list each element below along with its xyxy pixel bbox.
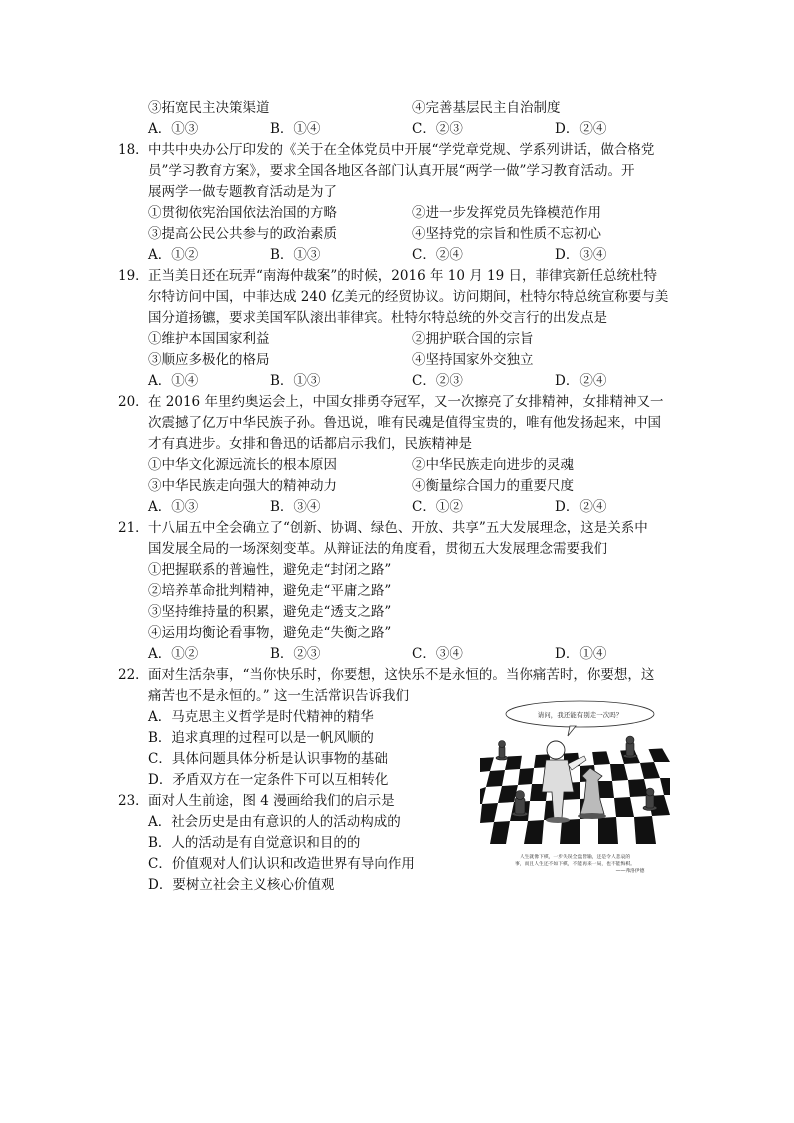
q20-choice-a: A．①③	[148, 499, 199, 515]
q21-choice-a: A．①②	[148, 646, 199, 662]
q21-item-2: ②培养革命批判精神，避免走“平庸之路”	[148, 583, 392, 599]
q22-option-b: B．追求真理的过程可以是一帆风顺的	[148, 730, 374, 746]
q19-choice-d: D．②④	[555, 373, 607, 389]
q20-choice-b: B．③④	[270, 499, 321, 515]
q23-option-b: B．人的活动是有自觉意识和目的的	[148, 835, 361, 851]
q19-item-1: ①维护本国国家利益	[148, 331, 270, 347]
q21-choice-c: C．③④	[412, 646, 463, 662]
q19-choice-a: A．①④	[148, 373, 199, 389]
caption-line-2: 事，而且人生还不如下棋，不能再来一局，也不能悔棋。	[515, 862, 635, 867]
q19-stem-line-1: 正当美日还在玩弄“南海仲裁案”的时候，2016 年 10 月 19 日，菲律宾新任总统杜特	[148, 268, 657, 284]
caption-attribution: ——弗洛伊德	[615, 869, 645, 874]
q20-item-1: ①中华文化源远流长的根本原因	[148, 457, 337, 473]
q19-choice-c: C．②③	[412, 373, 463, 389]
q17-choice-a: A．①③	[148, 121, 199, 137]
q19-item-4: ④坚持国家外交独立	[412, 352, 534, 368]
q18-choice-b: B．①③	[270, 247, 321, 263]
q18-item-4: ④坚持党的宗旨和性质不忘初心	[412, 226, 601, 242]
q18-item-2: ②进一步发挥党员先锋模范作用	[412, 205, 601, 221]
q18-number: 18．	[118, 142, 149, 158]
q22-option-c: C．具体问题具体分析是认识事物的基础	[148, 751, 388, 767]
q20-stem-line-1: 在 2016 年里约奥运会上，中国女排勇夺冠军，又一次擦亮了女排精神，女排精神又一	[148, 394, 664, 410]
q19-stem-line-2: 尔特访问中国，中菲达成 240 亿美元的经贸协议。访问期间，杜特尔特总统宣称要与美	[148, 289, 669, 305]
q18-item-3: ③提高公民公共参与的政治素质	[148, 226, 337, 242]
caption-line-1: 人生就像下棋，一步失误全盘皆输，还是令人悲哀的	[519, 855, 631, 860]
q17-choice-d: D．②④	[555, 121, 607, 137]
q20-choice-c: C．①②	[412, 499, 463, 515]
q20-item-3: ③中华民族走向强大的精神动力	[148, 478, 337, 494]
q18-choice-a: A．①②	[148, 247, 199, 263]
q23-option-c: C．价值观对人们认识和改造世界有导向作用	[148, 856, 415, 872]
q20-stem-line-2: 次震撼了亿万中华民族子孙。鲁迅说，唯有民魂是值得宝贵的，唯有他发扬起来，中国	[148, 415, 661, 431]
q19-choice-b: B．①③	[270, 373, 321, 389]
figure-4-cartoon	[480, 696, 670, 880]
q23-option-a: A．社会历史是由有意识的人的活动构成的	[148, 814, 401, 830]
q22-option-d: D．矛盾双方在一定条件下可以互相转化	[148, 772, 389, 788]
q20-item-4: ④衡量综合国力的重要尺度	[412, 478, 574, 494]
q23-option-d: D．要树立社会主义核心价值观	[148, 877, 335, 893]
q21-number: 21．	[118, 520, 149, 536]
q21-item-3: ③坚持维持量的积累，避免走“透支之路”	[148, 604, 392, 620]
q19-item-3: ③顺应多极化的格局	[148, 352, 270, 368]
q21-item-4: ④运用均衡论看事物，避免走“失衡之路”	[148, 625, 392, 641]
q17-option-3: ③拓宽民主决策渠道	[148, 100, 270, 116]
q22-number: 22．	[118, 667, 149, 683]
q17-option-4: ④完善基层民主自治制度	[412, 100, 561, 116]
q21-stem-line-2: 国发展全局的一场深刻变革。从辩证法的角度看，贯彻五大发展理念需要我们	[148, 541, 607, 557]
q18-stem-line-3: 展两学一做专题教育活动是为了	[148, 184, 337, 200]
q19-number: 19．	[118, 268, 149, 284]
q22-stem-line-1: 面对生活杂事，“当你快乐时，你要想，这快乐不是永恒的。当你痛苦时，你要想，这	[148, 667, 655, 683]
q20-number: 20．	[118, 394, 149, 410]
q18-choice-c: C．②④	[412, 247, 463, 263]
q21-choice-b: B．②③	[270, 646, 321, 662]
q18-choice-d: D．③④	[555, 247, 607, 263]
q22-stem-line-2: 痛苦也不是永恒的。” 这一生活常识告诉我们	[148, 688, 409, 704]
chess-cartoon-illustration	[480, 696, 670, 880]
q23-number: 23．	[118, 793, 149, 809]
q22-option-a: A．马克思主义哲学是时代精神的精华	[148, 709, 374, 725]
q20-item-2: ②中华民族走向进步的灵魂	[412, 457, 574, 473]
q21-item-1: ①把握联系的普遍性，避免走“封闭之路”	[148, 562, 392, 578]
q21-choice-d: D．①④	[555, 646, 607, 662]
q18-stem-line-2: 员”学习教育方案》，要求全国各地区各部门认真开展“两学一做”学习教育活动。开	[148, 163, 635, 179]
q20-stem-line-3: 才有真进步。女排和鲁迅的话都启示我们，民族精神是	[148, 436, 472, 452]
q18-item-1: ①贯彻依宪治国依法治国的方略	[148, 205, 337, 221]
q20-choice-d: D．②④	[555, 499, 607, 515]
q19-item-2: ②拥护联合国的宗旨	[412, 331, 534, 347]
speech-bubble-text: 请问，我还能有别走一次吗？	[537, 711, 623, 719]
q23-stem: 面对人生前途，图 4 漫画给我们的启示是	[148, 793, 395, 809]
q19-stem-line-3: 国分道扬镳，要求美国军队滚出菲律宾。杜特尔特总统的外交言行的出发点是	[148, 310, 607, 326]
q21-stem-line-1: 十八届五中全会确立了“创新、协调、绿色、开放、共享”五大发展理念，这是关系中	[148, 520, 648, 536]
q18-stem-line-1: 中共中央办公厅印发的《关于在全体党员中开展“学党章党规、学系列讲话，做合格党	[148, 142, 655, 158]
q17-choice-c: C．②③	[412, 121, 463, 137]
q17-choice-b: B．①④	[270, 121, 321, 137]
